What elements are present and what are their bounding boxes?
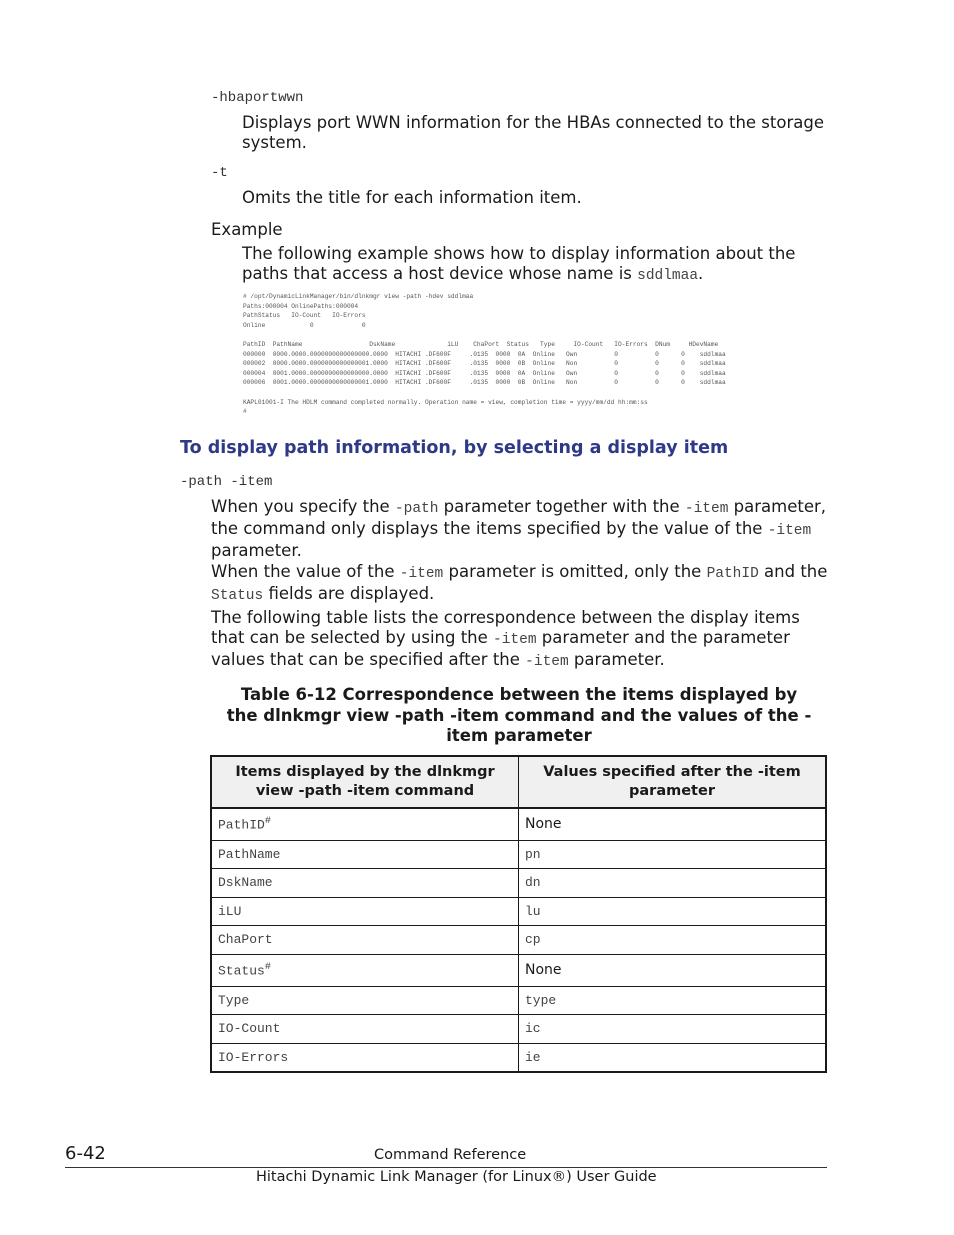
table-container [210,755,827,1073]
output-line: Paths:000004 OnlinePaths:000004 [243,302,359,310]
table-cell-value: None [519,808,827,840]
page-number: 6-42 [65,1143,106,1164]
table-cell-item: IO-Count [211,1015,519,1044]
table-row [211,1043,826,1072]
table-header-items: Items displayed by the dlnkmgr view -path -item command [211,756,519,808]
output-line: PathID PathName DskName iLU ChaPort Status Type IO-Count IO-Errors DNum HDevName [243,340,719,348]
example-description: The following example shows how to display information about the paths that access a host device whose name is sddlmaa. [242,244,796,284]
paragraph-1: When you specify the -path parameter together with the -item parameter, the command only displays the items specified by the value of the -item parameter. [211,497,827,560]
option-t: -t [211,165,228,181]
option-path-item: -path -item [180,474,273,490]
output-line: KAPL01001-I The HDLM command completed normally. Operation name = view, completion time = yyyy/mm/dd hh:mm:ss [243,398,648,406]
table-caption: Table 6-12 Correspondence between the items displayed by the dlnkmgr view -path -item command and the values of the -item parameter [226,685,812,745]
output-line: PathStatus IO-Count IO-Errors [243,312,366,320]
paragraph-2: When the value of the -item parameter is omitted, only the PathID and the Status fields are displayed. [211,562,828,604]
output-line [243,388,823,398]
table-cell-item: Status# [211,954,519,986]
table-row [211,926,826,955]
option-t-description: Omits the title for each information item. [242,188,582,207]
output-line: 000002 0000.0000.0000000000000001.0000 HITACHI .DF600F .0135 0000 0B Online Non 0 0 0 sddlmaa [243,360,726,368]
section-heading: To display path information, by selecting a display item [180,438,729,458]
table-row [211,897,826,926]
table-row [211,986,826,1015]
table-cell-value: ie [519,1043,827,1072]
footnote-mark: # [264,816,271,828]
table-cell-value: cp [519,926,827,955]
output-line: # /opt/DynamicLinkManager/bin/dlnkmgr view -path -hdev sddlmaa [243,293,474,300]
table-cell-item: Type [211,986,519,1015]
table-cell-item: DskName [211,869,519,898]
output-line: 000000 0000.0000.0000000000000000.0000 HITACHI .DF600F .0135 0000 0A Online Own 0 0 0 sddlmaa [243,350,726,358]
footnote-mark: # [264,961,271,973]
output-line: Online 0 0 [243,321,366,329]
table-header-values: Values specified after the -item parameter [519,756,827,808]
output-line: 000006 0001.0000.0000000000000001.0000 HITACHI .DF600F .0135 0000 0B Online Non 0 0 0 sddlmaa [243,379,726,387]
table-cell-value: dn [519,869,827,898]
output-line [243,330,823,340]
table-row [211,869,826,898]
output-line: 000004 0001.0000.0000000000000000.0000 HITACHI .DF600F .0135 0000 0A Online Own 0 0 0 sddlmaa [243,369,726,377]
table-row [211,1015,826,1044]
table-cell-value: None [519,954,827,986]
option-hbaportwwn: -hbaportwwn [211,90,304,106]
table-cell-value: lu [519,897,827,926]
table-cell-value: ic [519,1015,827,1044]
paragraph-3: The following table lists the correspondence between the display items that can be selected by using the -item parameter and the parameter values that can be specified after the -item parameter. [211,608,800,670]
example-label: Example [211,220,283,239]
table-cell-item: ChaPort [211,926,519,955]
footer-divider [65,1167,827,1168]
table-cell-item: PathID# [211,808,519,840]
table-row [211,954,826,986]
table-cell-value: type [519,986,827,1015]
table-row [211,808,826,840]
output-line: # [243,408,247,416]
inline-code: sddlmaa [637,268,699,284]
table-cell-value: pn [519,840,827,869]
example-command-output [243,292,823,416]
option-hbaportwwn-description: Displays port WWN information for the HBAs connected to the storage system. [242,113,824,152]
correspondence-table [210,755,827,1073]
table-cell-item: PathName [211,840,519,869]
footer-chapter: Command Reference [374,1147,527,1163]
table-cell-item: IO-Errors [211,1043,519,1072]
table-row [211,840,826,869]
footer-book-title: Hitachi Dynamic Link Manager (for Linux®) User Guide [256,1169,657,1185]
table-cell-item: iLU [211,897,519,926]
